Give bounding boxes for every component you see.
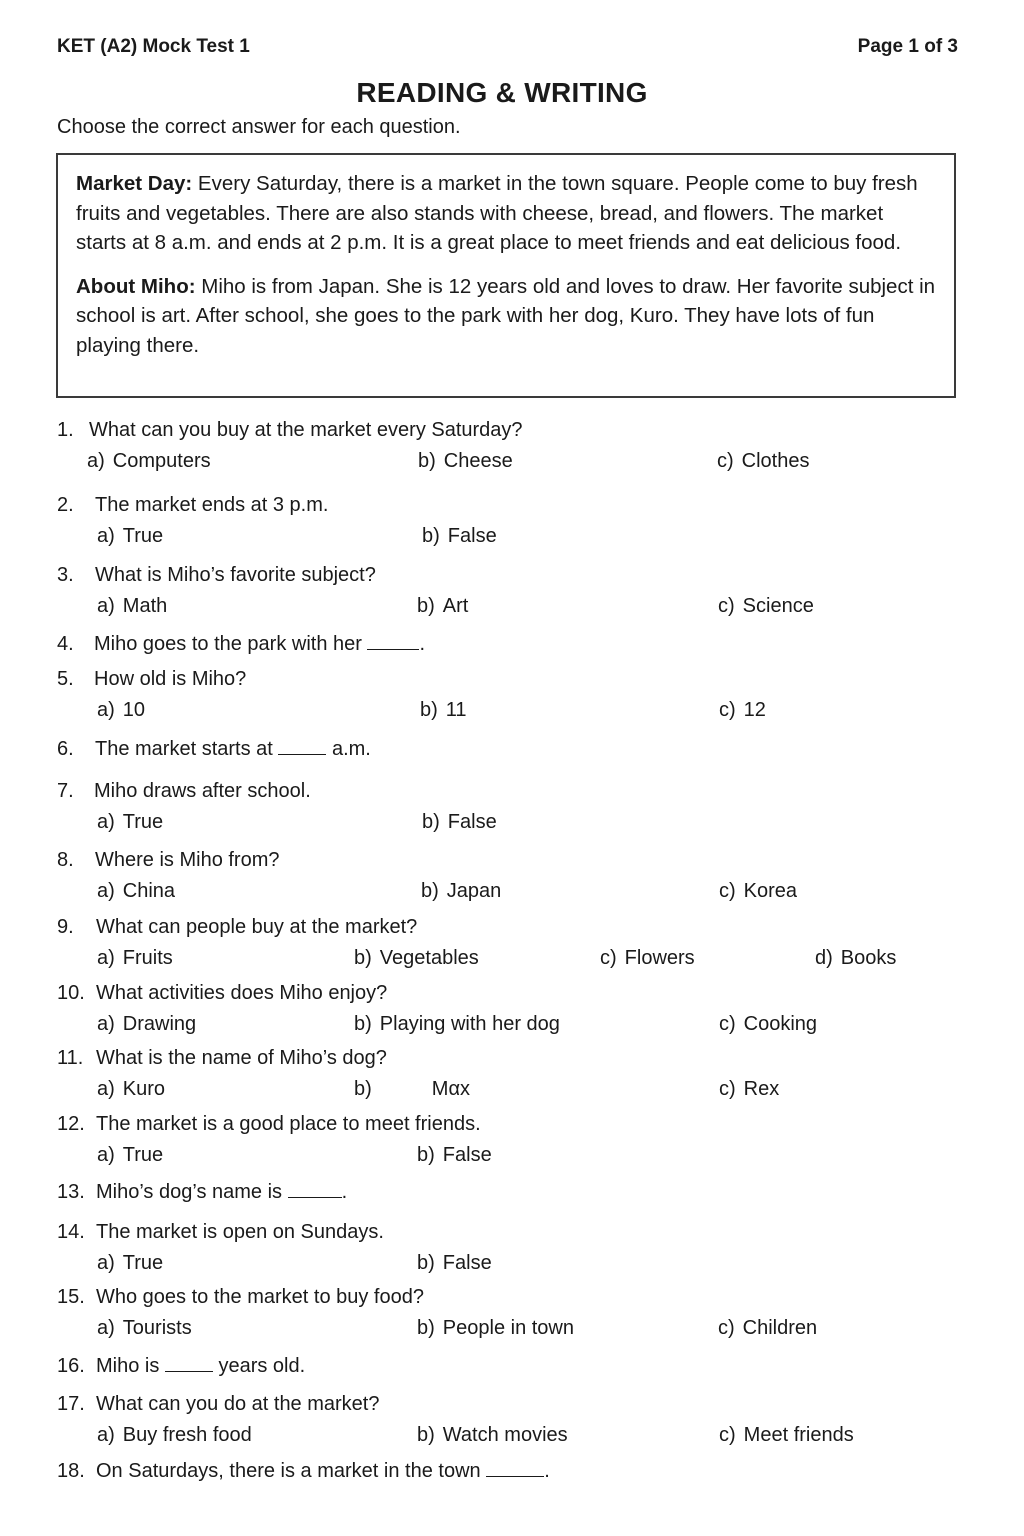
option-letter: a) [97, 525, 115, 547]
option-letter: c) [719, 880, 736, 902]
answer-option[interactable] [422, 811, 497, 834]
answer-option[interactable] [97, 1013, 196, 1036]
option-letter: a) [97, 1317, 115, 1339]
option-text: Vegetables [379, 947, 479, 969]
question-text: The market ends at 3 p.m. [95, 494, 329, 516]
question-number: 13. [57, 1181, 85, 1203]
option-text: 10 [122, 699, 146, 721]
answer-option[interactable] [354, 1078, 470, 1101]
option-text: People in town [442, 1317, 574, 1339]
answer-option[interactable] [97, 595, 167, 618]
question-number: 6. [57, 738, 74, 760]
question-number: 11. [57, 1047, 84, 1069]
option-text: Mαx [431, 1078, 471, 1100]
question-text: How old is Miho? [94, 668, 247, 690]
answer-option[interactable] [718, 1317, 817, 1340]
option-letter: a) [97, 699, 115, 721]
question-text: The market is open on Sundays. [96, 1221, 384, 1243]
answer-option[interactable] [87, 450, 211, 473]
passage-miho-heading: About Miho: [76, 274, 196, 298]
option-letter: c) [719, 1078, 736, 1100]
option-text: True [122, 525, 164, 547]
question-number: 1. [57, 419, 74, 441]
option-text: Cheese [443, 450, 513, 472]
answer-option[interactable] [97, 1078, 165, 1101]
option-text: Clothes [741, 450, 810, 472]
answer-option[interactable] [421, 880, 501, 903]
answer-option[interactable] [97, 1317, 192, 1340]
question-text: Miho’s dog’s name is . [96, 1181, 348, 1203]
question-number: 2. [57, 494, 74, 516]
question-text: Miho is years old. [96, 1355, 306, 1377]
answer-blank[interactable] [486, 1460, 544, 1477]
answer-option[interactable] [417, 1252, 492, 1275]
answer-option[interactable] [418, 450, 513, 473]
question-text: What is the name of Miho’s dog? [96, 1047, 387, 1069]
option-letter: a) [97, 1144, 115, 1166]
answer-option[interactable] [420, 699, 467, 722]
question-text: What can you buy at the market every Saturday? [89, 419, 523, 441]
option-letter: c) [718, 595, 735, 617]
question-number: 17. [57, 1393, 85, 1415]
question-number: 7. [57, 780, 74, 802]
answer-option[interactable] [719, 880, 797, 903]
option-letter: c) [719, 1424, 736, 1446]
question-number: 5. [57, 668, 74, 690]
option-text: False [442, 1252, 492, 1274]
option-text: False [447, 811, 497, 833]
option-letter: c) [600, 947, 617, 969]
option-text: Cooking [743, 1013, 818, 1035]
answer-option[interactable] [718, 595, 814, 618]
option-text: Watch movies [442, 1424, 568, 1446]
option-letter: b) [417, 1424, 435, 1446]
option-letter: a) [97, 1424, 115, 1446]
question-text: Who goes to the market to buy food? [96, 1286, 424, 1308]
option-letter: a) [97, 811, 115, 833]
option-letter: c) [718, 1317, 735, 1339]
option-text: Buy fresh food [122, 1424, 252, 1446]
answer-option[interactable] [97, 699, 145, 722]
answer-option[interactable] [719, 1078, 779, 1101]
option-letter: b) [354, 1078, 372, 1100]
option-text: False [442, 1144, 492, 1166]
passage-market-heading: Market Day: [76, 172, 193, 195]
option-letter: a) [97, 947, 115, 969]
answer-option[interactable] [719, 1424, 854, 1447]
option-letter: c) [719, 1013, 736, 1035]
answer-option[interactable] [815, 947, 896, 970]
question-number: 15. [57, 1286, 85, 1308]
question-text: What can people buy at the market? [96, 916, 418, 938]
option-letter: a) [97, 1013, 115, 1035]
reading-passage [56, 153, 956, 398]
option-letter: b) [417, 1317, 435, 1339]
option-text: Computers [112, 450, 211, 472]
passage-miho [76, 272, 936, 361]
option-text: Korea [743, 880, 798, 902]
answer-option[interactable] [417, 595, 468, 618]
question-number: 3. [57, 564, 74, 586]
question-text: The market starts at a.m. [95, 738, 371, 760]
option-letter: b) [417, 1252, 435, 1274]
answer-option[interactable] [354, 947, 479, 970]
passage-market [76, 169, 936, 258]
option-letter: b) [422, 525, 440, 547]
option-text: China [122, 880, 176, 902]
option-text: Tourists [122, 1317, 192, 1339]
option-text: True [122, 1252, 164, 1274]
page-number: Page 1 of 3 [857, 36, 958, 57]
option-text: Drawing [122, 1013, 197, 1035]
option-text: 12 [743, 699, 766, 721]
answer-option[interactable] [97, 880, 175, 903]
option-text: Fruits [122, 947, 173, 969]
passage-miho-text: Miho is from Japan. She is 12 years old and loves to draw. Her favorite subject in school is art. After school, she goes to the park with her dog, Kuro. They have lots of fun playing there. [76, 274, 936, 357]
answer-option[interactable] [97, 811, 163, 834]
answer-blank[interactable] [278, 738, 326, 755]
question-text: Miho draws after school. [94, 780, 311, 802]
answer-option[interactable] [354, 1013, 560, 1036]
section-title: READING & WRITING [356, 77, 648, 108]
option-text: Kuro [122, 1078, 166, 1100]
question-number: 16. [57, 1355, 85, 1377]
question-text: Where is Miho from? [95, 849, 280, 871]
option-letter: b) [421, 880, 439, 902]
answer-option[interactable] [417, 1424, 568, 1447]
question-number: 10. [57, 982, 85, 1004]
answer-option[interactable] [719, 1013, 817, 1036]
test-title: KET (A2) Mock Test 1 [57, 36, 250, 57]
passage-market-text: Every Saturday, there is a market in the town square. People come to buy fresh fruits and vegetables. There are also stands with cheese, bread, and flowers. The market starts at 8 a.m. and ends at 2 p.m. It is a great place to meet friends and eat delicious food. [76, 172, 918, 254]
option-text: 11 [445, 699, 467, 721]
option-letter: a) [97, 1078, 115, 1100]
option-letter: b) [418, 450, 436, 472]
question-text: What activities does Miho enjoy? [96, 982, 388, 1004]
option-letter: d) [815, 947, 833, 969]
question-number: 14. [57, 1221, 85, 1243]
answer-option[interactable] [97, 1144, 163, 1167]
question-text: On Saturdays, there is a market in the town . [96, 1460, 550, 1482]
option-text: Books [840, 947, 897, 969]
question-number: 4. [57, 633, 74, 655]
option-text: False [447, 525, 497, 547]
answer-option[interactable] [417, 1317, 574, 1340]
option-text: Children [742, 1317, 818, 1339]
answer-option[interactable] [97, 1424, 252, 1447]
answer-blank[interactable] [288, 1181, 342, 1198]
option-text: True [122, 1144, 164, 1166]
option-text: True [122, 811, 164, 833]
question-number: 8. [57, 849, 74, 871]
question-text: Miho goes to the park with her . [94, 633, 426, 655]
option-letter: b) [417, 1144, 435, 1166]
option-letter: b) [354, 1013, 372, 1035]
option-letter: a) [87, 450, 105, 472]
option-text: Art [442, 595, 469, 617]
option-text: Science [742, 595, 814, 617]
answer-option[interactable] [719, 699, 766, 722]
option-text: Meet friends [743, 1424, 854, 1446]
option-text: Rex [743, 1078, 780, 1100]
instructions: Choose the correct answer for each question. [57, 116, 461, 138]
option-letter: b) [420, 699, 438, 721]
question-number: 18. [57, 1460, 85, 1482]
option-letter: b) [422, 811, 440, 833]
question-number: 12. [57, 1113, 85, 1135]
answer-option[interactable] [717, 450, 809, 473]
answer-option[interactable] [97, 1252, 163, 1275]
answer-option[interactable] [417, 1144, 492, 1167]
option-letter: c) [719, 699, 736, 721]
answer-blank[interactable] [367, 633, 419, 650]
question-text: The market is a good place to meet friends. [96, 1113, 481, 1135]
answer-blank[interactable] [165, 1355, 213, 1372]
answer-option[interactable] [97, 947, 173, 970]
option-letter: b) [417, 595, 435, 617]
option-letter: a) [97, 1252, 115, 1274]
option-text: Flowers [624, 947, 695, 969]
option-letter: a) [97, 595, 115, 617]
option-text: Math [122, 595, 168, 617]
answer-option[interactable] [600, 947, 695, 970]
answer-option[interactable] [422, 525, 497, 548]
answer-option[interactable] [97, 525, 163, 548]
question-text: What is Miho’s favorite subject? [95, 564, 376, 586]
option-letter: c) [717, 450, 734, 472]
question-number: 9. [57, 916, 74, 938]
option-letter: b) [354, 947, 372, 969]
option-letter: a) [97, 880, 115, 902]
option-text: Japan [446, 880, 502, 902]
question-text: What can you do at the market? [96, 1393, 380, 1415]
option-text: Playing with her dog [379, 1013, 560, 1035]
